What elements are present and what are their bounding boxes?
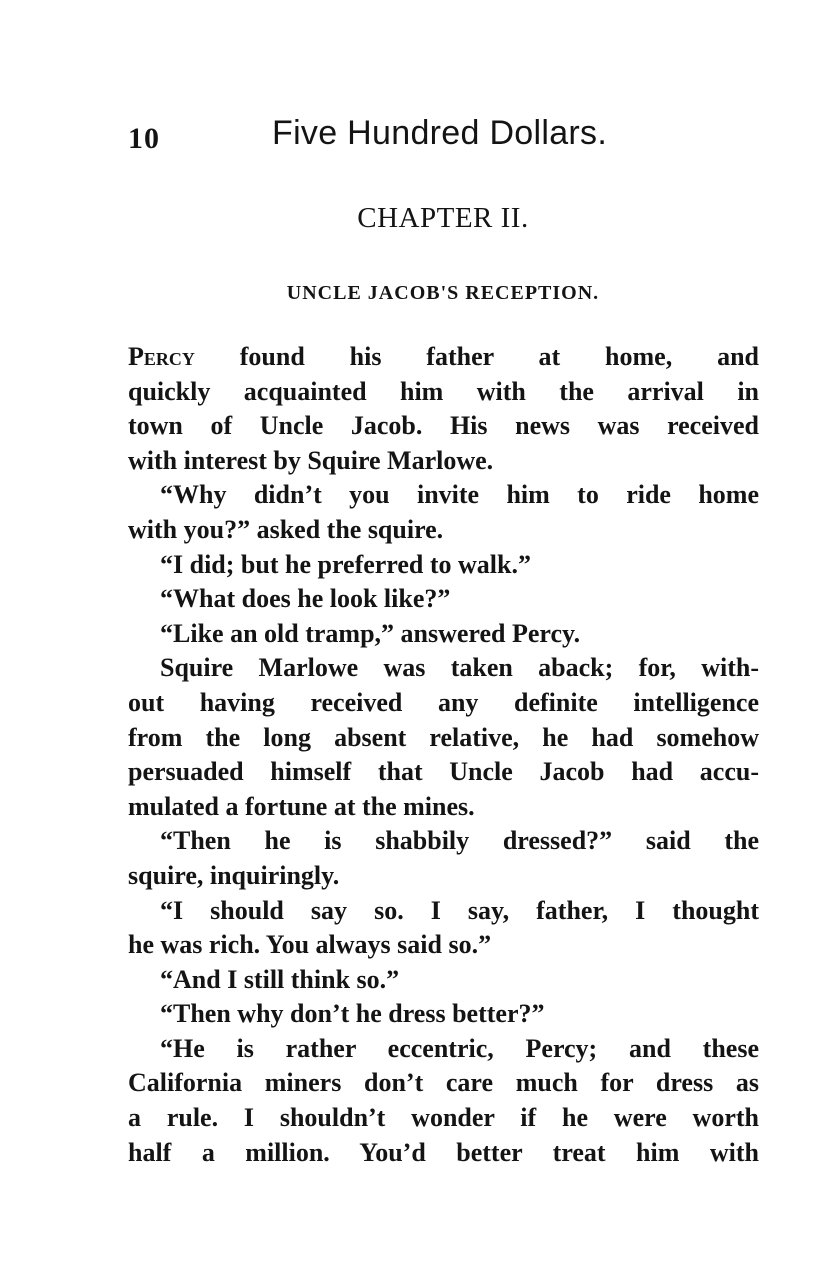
text-line: from the long absent relative, he had somehow [128, 722, 759, 752]
chapter-subtitle: UNCLE JACOB'S RECEPTION. [286, 282, 600, 304]
chapter-heading: CHAPTER II. [357, 202, 529, 234]
text-line: “He is rather eccentric, Percy; and these [160, 1033, 759, 1063]
text-line: persuaded himself that Uncle Jacob had accu- [128, 757, 759, 787]
text-line: “Why didn’t you invite him to ride home [160, 480, 759, 510]
body-text [128, 340, 759, 1170]
running-title: Five Hundred Dollars. [272, 114, 608, 152]
text-line: squire, inquiringly. [128, 860, 340, 890]
text-line: quickly acquainted him with the arrival in [128, 376, 759, 406]
running-header [128, 114, 768, 158]
text-line: “Like an old tramp,” answered Percy. [160, 618, 581, 648]
lead-word: Percy [128, 342, 195, 371]
text-line: “I did; but he preferred to walk.” [160, 549, 531, 579]
page-number: 10 [128, 122, 160, 155]
text-line [128, 340, 759, 375]
text-line: Squire Marlowe was taken aback; for, with- [160, 653, 759, 683]
text-line: “I should say so. I say, father, I thought [160, 895, 759, 925]
text-line: out having received any definite intelligence [128, 687, 759, 717]
line-text: found his father at home, and [194, 342, 759, 371]
text-line: “And I still think so.” [160, 964, 400, 994]
text-line: half a million. You’d better treat him with [128, 1137, 759, 1167]
text-line: “Then why don’t he dress better?” [160, 999, 545, 1029]
text-line: California miners don’t care much for dress as [128, 1068, 759, 1098]
text-line: mulated a fortune at the mines. [128, 791, 475, 821]
text-line: he was rich. You always said so.” [128, 930, 492, 960]
text-line: a rule. I shouldn’t wonder if he were worth [128, 1103, 759, 1133]
text-line: town of Uncle Jacob. His news was received [128, 411, 759, 441]
text-line: “What does he look like?” [160, 584, 451, 614]
text-line: with you?” asked the squire. [128, 514, 444, 544]
text-line: “Then he is shabbily dressed?” said the [160, 826, 759, 856]
text-line: with interest by Squire Marlowe. [128, 445, 494, 475]
